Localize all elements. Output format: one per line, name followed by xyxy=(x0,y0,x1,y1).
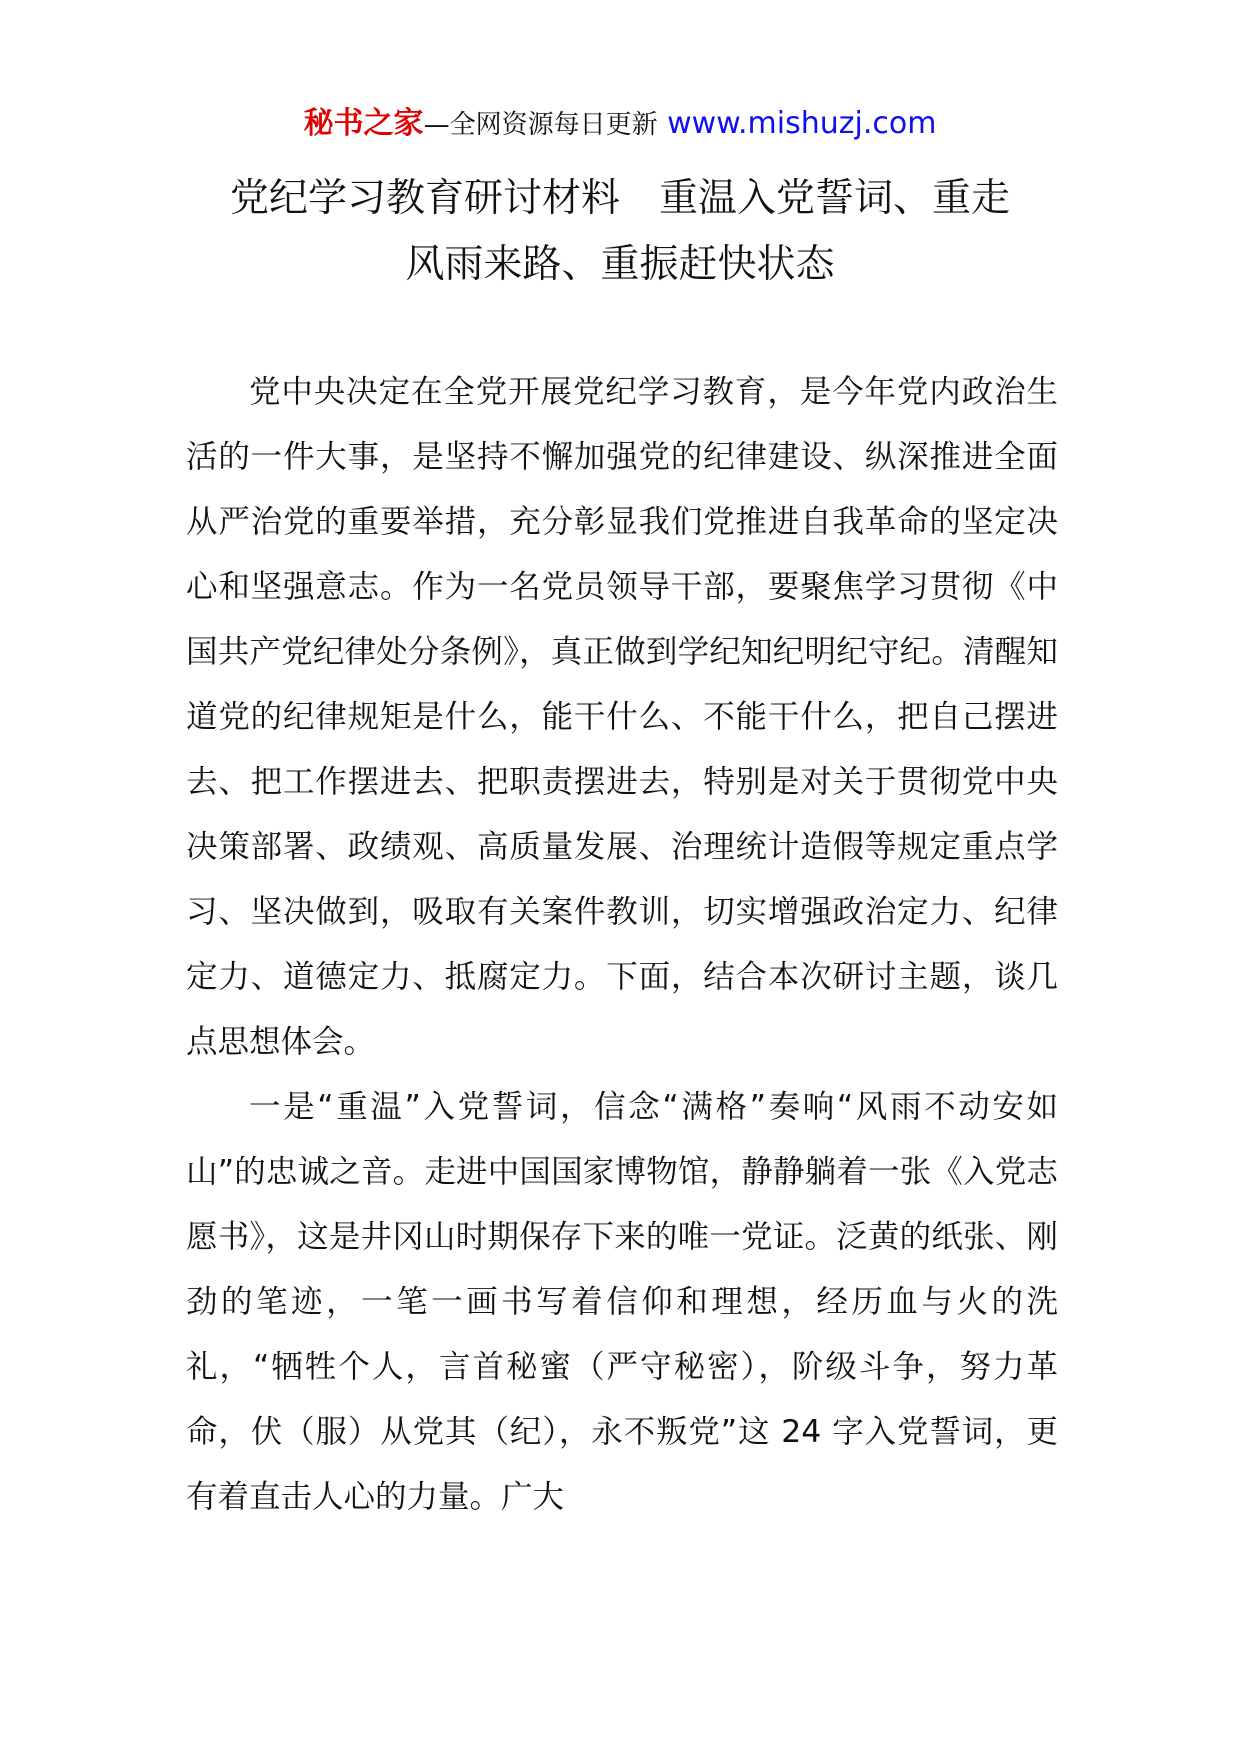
header-tagline: —全网资源每日更新 xyxy=(423,110,658,140)
body-paragraph-2: 一是“重温”入党誓词，信念“满格”奏响“风雨不动安如山”的忠诚之音。走进中国国家博物馆，静静躺着一张《入党志愿书》，这是井冈山时期保存下来的唯一党证。泛黄的纸张、刚劲的笔迹，一笔一画书写着信仰和理想，经历血与火的洗礼，“牺牲个人，言首秘蜜（严守秘密），阶级斗争，努力革命，伏（服）从党其（纪），永不叛党”这 24 字入党誓词，更有着直击人心的力量。广大 xyxy=(186,1089,1058,1515)
watermark-header xyxy=(0,104,1240,145)
title-line-2: 风雨来路、重振赶快状态 xyxy=(405,242,835,287)
title-line-1: 党纪学习教育研讨材料 重温入党誓词、重走 xyxy=(229,176,1010,221)
document-title xyxy=(150,166,1090,298)
brand-name: 秘书之家 xyxy=(303,106,424,141)
header-url-link[interactable]: www.mishuzj.com xyxy=(667,106,937,141)
body-paragraph-1: 党中央决定在全党开展党纪学习教育，是今年党内政治生活的一件大事，是坚持不懈加强党的纪律建设、纵深推进全面从严治党的重要举措，充分彰显我们党推进自我革命的坚定决心和坚强意志。作为一名党员领导干部，要聚焦学习贯彻《中国共产党纪律处分条例》，真正做到学纪知纪明纪守纪。清醒知道党的纪律规矩是什么，能干什么、不能干什么，把自己摆进去、把工作摆进去、把职责摆进去，特别是对关于贯彻党中央决策部署、政绩观、高质量发展、治理统计造假等规定重点学习、坚决做到，吸取有关案件教训，切实增强政治定力、纪律定力、道德定力、抵腐定力。下面，结合本次研讨主题，谈几点思想体会。 xyxy=(186,374,1058,1060)
document-body xyxy=(186,360,1058,1530)
